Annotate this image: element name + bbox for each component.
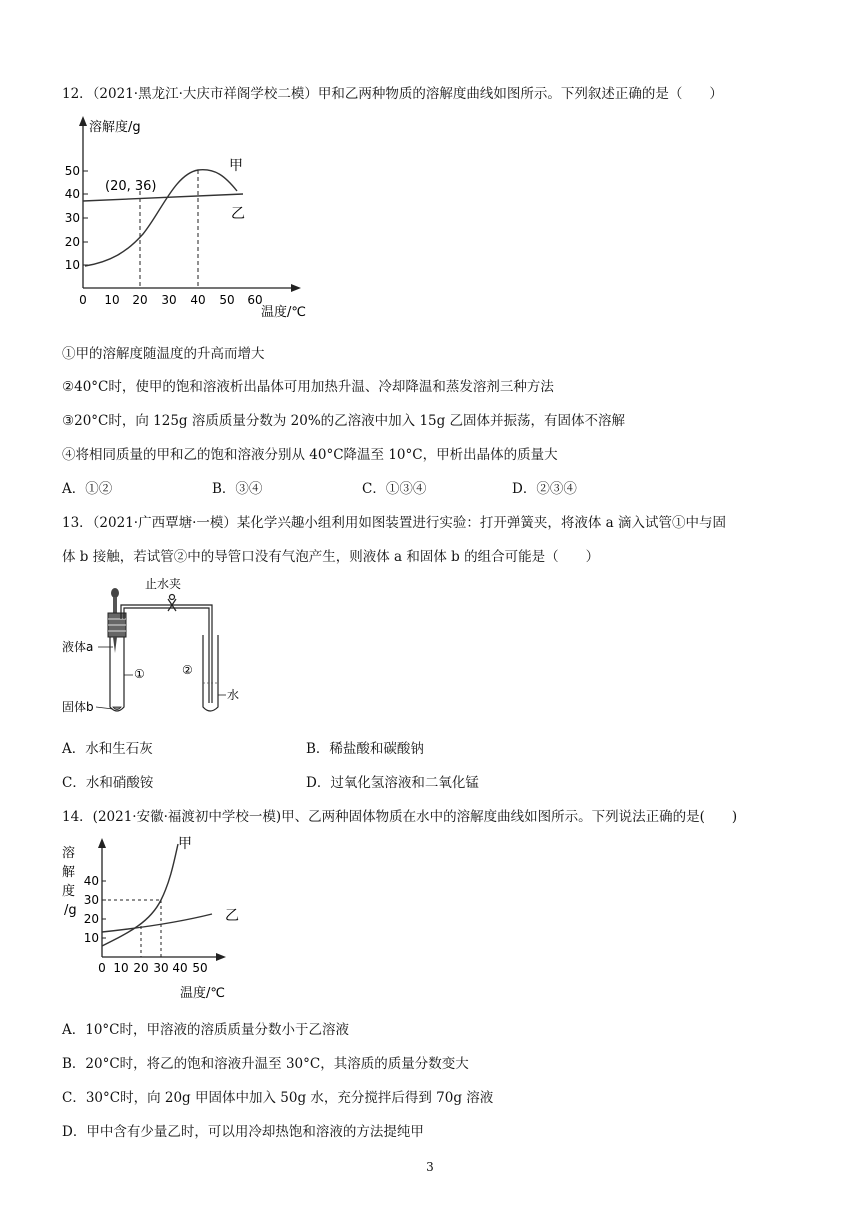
q14-option-d[interactable]: D．甲中含有少量乙时，可以用冷却热饱和溶液的方法提纯甲 — [62, 1124, 424, 1140]
q12-statement-3: ③20°C时，向 125g 溶质质量分数为 20%的乙溶液中加入 15g 乙固体并振荡，有固体不溶解 — [62, 413, 626, 429]
q14-ytick: 10 — [83, 931, 99, 945]
q14-ytick: 30 — [83, 893, 99, 907]
q14-option-c[interactable]: C．30°C时，向 20g 甲固体中加入 50g 水，充分搅拌后得到 70g 溶液 — [62, 1090, 494, 1106]
q13-water-label: 水 — [227, 688, 240, 702]
q12-ylabel: 溶解度/g — [89, 120, 141, 135]
q12-xtick: 50 — [219, 293, 235, 307]
q13-stem-line2: 体 b 接触，若试管②中的导管口没有气泡产生，则液体 a 和固体 b 的组合可能是（ ） — [62, 549, 600, 565]
q12-ytick: 50 — [64, 164, 80, 178]
q13-clamp-label: 止水夹 — [145, 577, 182, 591]
q12-xtick: 30 — [161, 293, 177, 307]
q14-ytick: 40 — [83, 874, 99, 888]
q13-tube1-label: ① — [134, 667, 145, 681]
q14-curve-yi — [102, 914, 212, 932]
q14-stem: 14．(2021·安徽·福渡初中学校一模)甲、乙两种固体物质在水中的溶解度曲线如图所示。下列说法正确的是( ) — [62, 809, 738, 825]
q12-label-jia: 甲 — [229, 158, 243, 174]
q14-ylabel-char: 溶 — [62, 846, 76, 861]
q13-option-a[interactable]: A．水和生石灰 — [62, 741, 153, 757]
q13-option-b[interactable]: B．稀盐酸和碳酸钠 — [306, 741, 424, 757]
q14-xtick: 50 — [192, 961, 208, 975]
q12-xtick: 20 — [132, 293, 148, 307]
q12-xlabel: 温度/℃ — [261, 305, 306, 320]
q12-statement-4: ④将相同质量的甲和乙的饱和溶液分别从 40°C降温至 10°C，甲析出晶体的质量大 — [62, 447, 558, 463]
q14-label-jia: 甲 — [178, 836, 192, 852]
q14-xtick: 30 — [153, 961, 169, 975]
q12-ytick: 40 — [64, 187, 80, 201]
q13-tube2-label: ② — [182, 663, 193, 677]
q14-ylabel-char: 解 — [62, 865, 76, 880]
q12-statement-1: ①甲的溶解度随温度的升高而增大 — [62, 346, 265, 362]
q12-ytick: 10 — [64, 258, 80, 272]
q14-solubility-chart — [60, 832, 260, 1007]
q13-option-d[interactable]: D．过氧化氢溶液和二氧化锰 — [306, 775, 479, 791]
q13-stem-line1: 13．（2021·广西覃塘·一模）某化学兴趣小组利用如图装置进行实验：打开弹簧夹，将液体 a 滴入试管①中与固 — [62, 515, 726, 531]
q14-xtick: 20 — [133, 961, 149, 975]
q12-option-c[interactable]: C．①③④ — [362, 481, 427, 497]
q12-option-a[interactable]: A．①② — [62, 481, 113, 497]
q12-xtick: 60 — [247, 293, 263, 307]
page-number: 3 — [426, 1160, 434, 1174]
q14-ylabel-char: 度 — [62, 884, 76, 899]
q12-ytick: 20 — [64, 235, 80, 249]
q12-xtick: 0 — [79, 293, 87, 307]
q12-ytick: 30 — [64, 211, 80, 225]
q12-option-d[interactable]: D．②③④ — [512, 481, 577, 497]
q12-solubility-chart — [55, 112, 320, 324]
q12-curve-yi — [83, 194, 243, 201]
q14-label-yi: 乙 — [225, 908, 239, 924]
q13-solid-b-label: 固体b — [62, 700, 94, 714]
q12-point-label: (20, 36) — [105, 179, 157, 194]
q14-xtick: 40 — [172, 961, 188, 975]
q14-xtick: 0 — [98, 961, 106, 975]
q14-ytick: 20 — [83, 912, 99, 926]
q12-statement-2: ②40°C时，使甲的饱和溶液析出晶体可用加热升温、冷却降温和蒸发溶剂三种方法 — [62, 379, 554, 395]
q14-xlabel: 温度/℃ — [180, 986, 225, 1001]
q12-option-b[interactable]: B．③④ — [212, 481, 263, 497]
q12-xtick: 10 — [104, 293, 120, 307]
q14-xtick: 10 — [113, 961, 129, 975]
q12-stem: 12．（2021·黑龙江·大庆市祥阁学校二模）甲和乙两种物质的溶解度曲线如图所示。下列叙述正确的是（ ） — [62, 86, 723, 102]
q14-ylabel-char: /g — [64, 903, 77, 918]
q13-option-c[interactable]: C．水和硝酸铵 — [62, 775, 154, 791]
q12-xtick: 40 — [190, 293, 206, 307]
q14-option-b[interactable]: B．20°C时，将乙的饱和溶液升温至 30°C，其溶质的质量分数变大 — [62, 1056, 469, 1072]
q12-label-yi: 乙 — [231, 206, 245, 222]
q14-option-a[interactable]: A．10°C时，甲溶液的溶质质量分数小于乙溶液 — [62, 1022, 350, 1038]
q13-liquid-a-label: 液体a — [62, 640, 94, 654]
q13-apparatus-diagram — [60, 575, 250, 720]
